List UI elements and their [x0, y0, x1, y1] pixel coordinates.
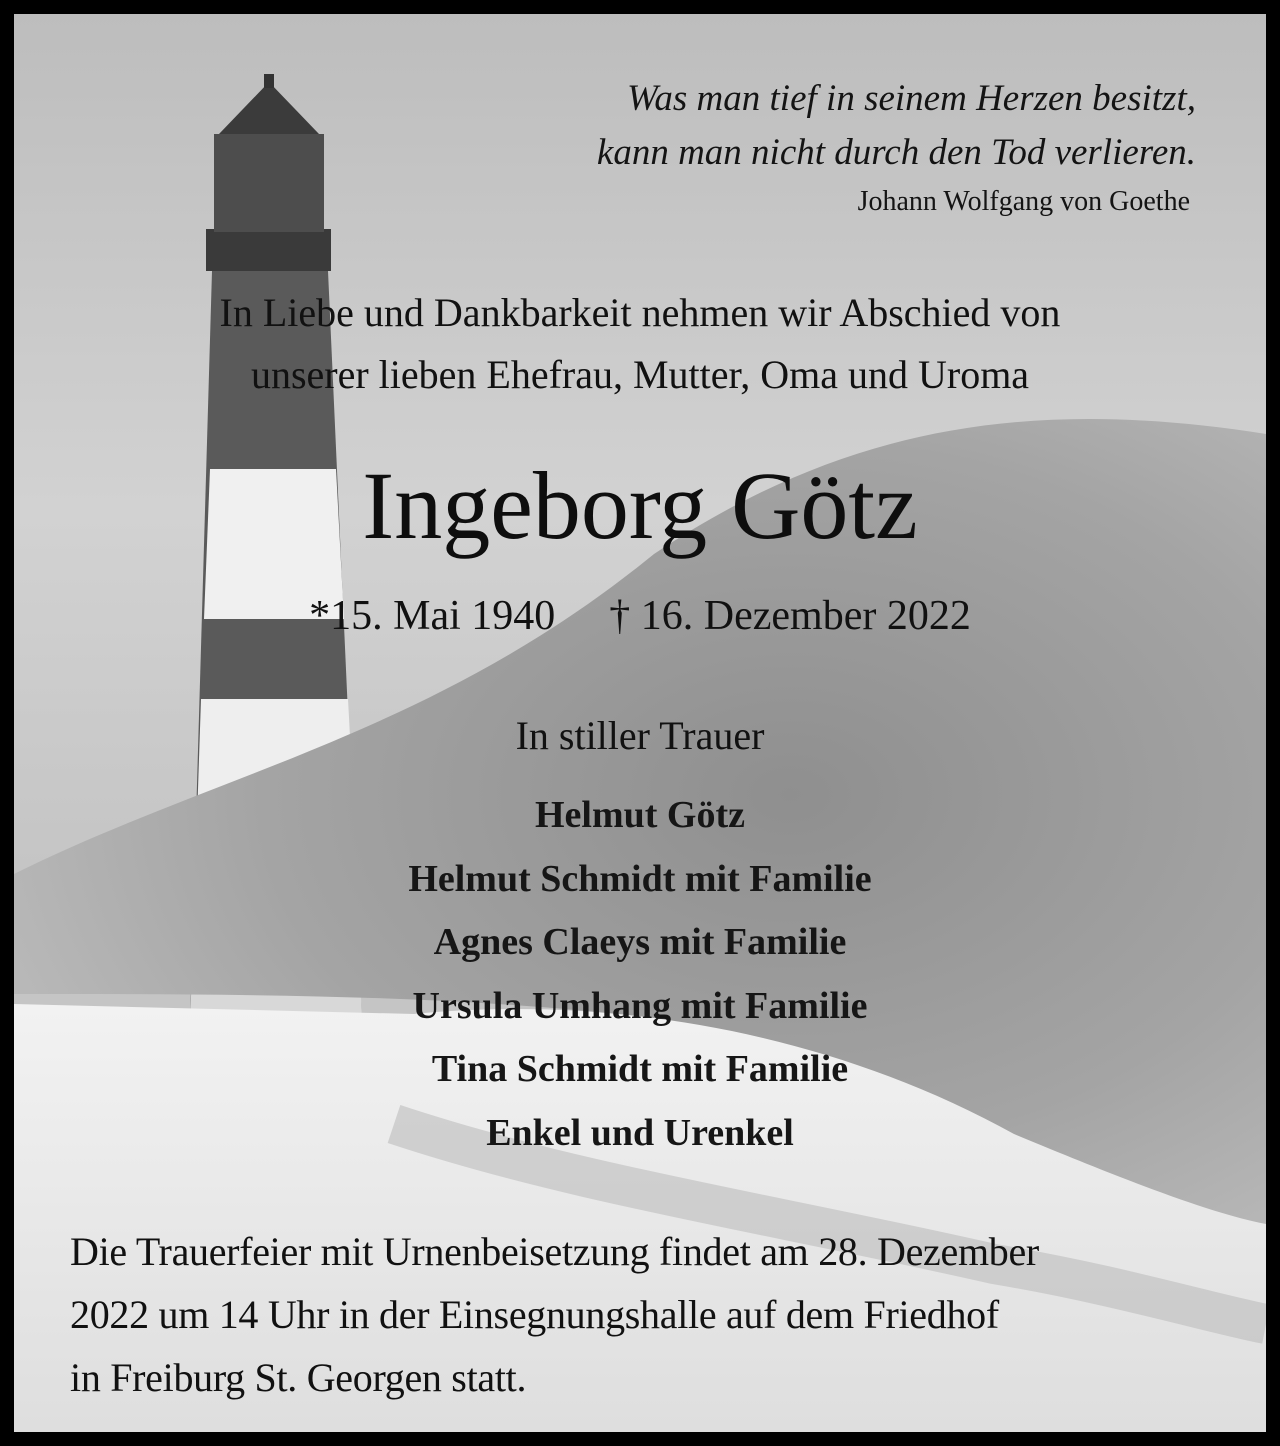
ceremony-notice: [70, 1220, 1230, 1409]
mourning-label: In stiller Trauer: [515, 713, 765, 758]
mourner: Ursula Umhang mit Familie: [412, 984, 868, 1027]
mourners-list: [14, 784, 1266, 1165]
mourner: Enkel und Urenkel: [486, 1111, 794, 1154]
goethe-quote: [476, 72, 1196, 222]
intro-text: [14, 282, 1266, 406]
mourner: Agnes Claeys mit Familie: [433, 921, 847, 963]
quote-author: Johann Wolfgang von Goethe: [857, 186, 1190, 217]
intro-line: In Liebe und Dankbarkeit nehmen wir Abschied von: [219, 290, 1061, 335]
intro-line: unserer lieben Ehefrau, Mutter, Oma und Uroma: [250, 352, 1030, 397]
ceremony-line: Die Trauerfeier mit Urnenbeisetzung findet am 28. Dezember: [70, 1229, 1039, 1274]
ceremony-line: 2022 um 14 Uhr in der Einsegnungshalle auf dem Friedhof: [70, 1292, 999, 1337]
death-date: † 16. Dezember 2022: [609, 593, 971, 639]
ceremony-line: in Freiburg St. Georgen statt.: [70, 1355, 527, 1400]
mourner: Tina Schmidt mit Familie: [431, 1048, 849, 1090]
birth-date: *15. Mai 1940: [309, 593, 556, 639]
mourner: Helmut Schmidt mit Familie: [408, 857, 872, 900]
deceased-name: Ingeborg Götz: [362, 452, 918, 559]
quote-line: Was man tief in seinem Herzen besitzt,: [626, 78, 1196, 119]
life-dates: [14, 586, 1266, 646]
mourner: Helmut Götz: [534, 794, 745, 836]
quote-line: kann man nicht durch den Tod verlieren.: [596, 132, 1196, 173]
